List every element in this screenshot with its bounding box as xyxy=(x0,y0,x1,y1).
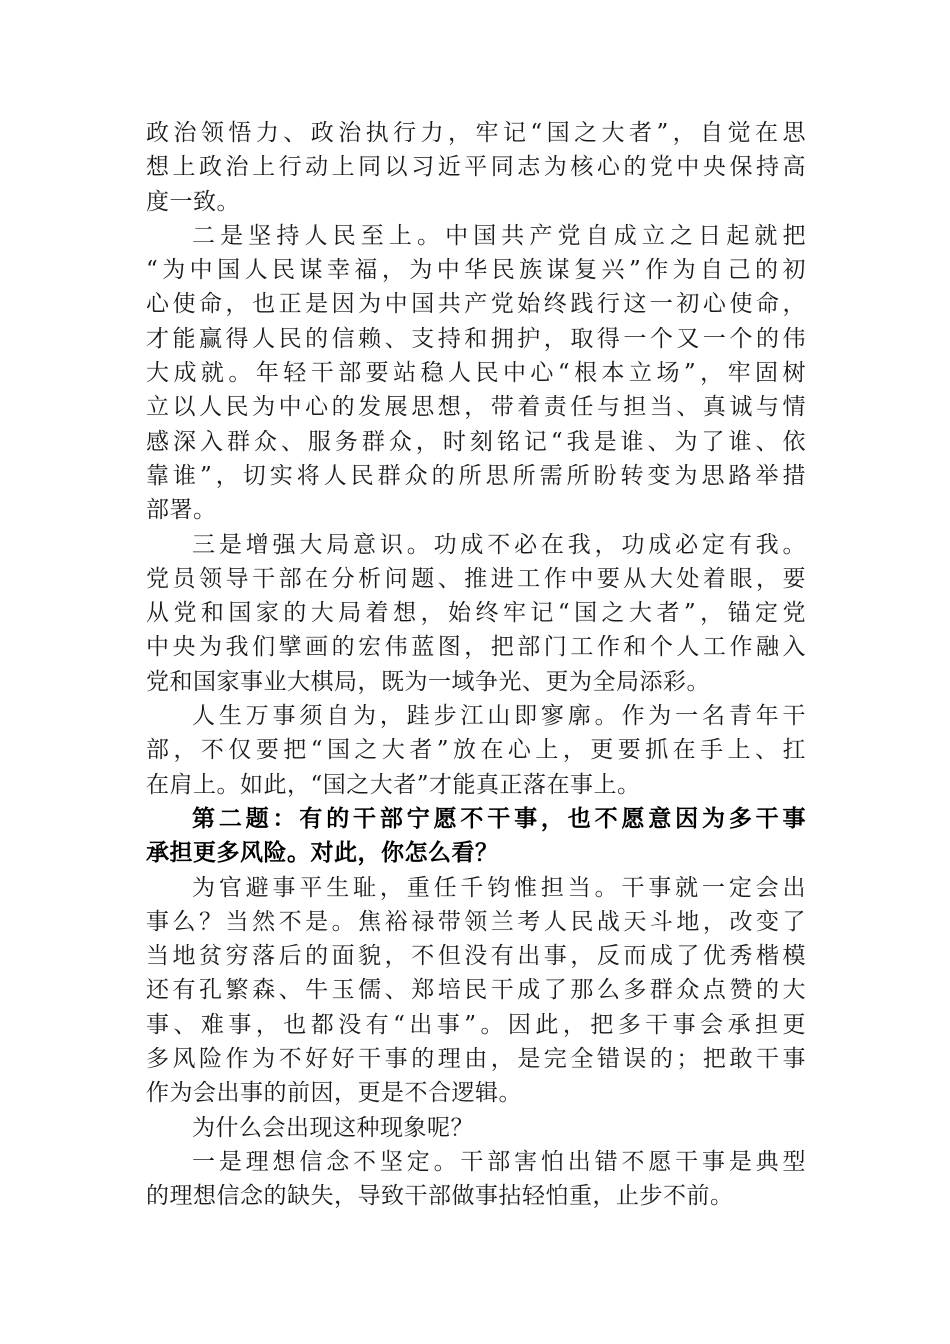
text-line: 为官避事平生耻，重任千钧惟担当。干事就一定会出 xyxy=(192,874,806,901)
question-heading xyxy=(146,802,806,871)
text-line: 立以人民为中心的发展思想，带着责任与担当、真诚与情 xyxy=(146,394,806,421)
paragraph-6 xyxy=(146,871,806,1111)
text-line: “为中国人民谋幸福，为中华民族谋复兴”作为自己的初 xyxy=(146,257,806,284)
text-line: 党和国家事业大棋局，既为一域争光、更为全局添彩。 xyxy=(146,668,710,695)
text-line: 一是理想信念不坚定。干部害怕出错不愿干事是典型 xyxy=(192,1148,806,1175)
paragraph-2 xyxy=(146,219,806,528)
text-line: 在肩上。如此，“国之大者”才能真正落在事上。 xyxy=(146,771,641,798)
text-line: 感深入群众、服务群众，时刻铭记“我是谁、为了谁、依 xyxy=(146,428,806,455)
text-line: 二是坚持人民至上。中国共产党自成立之日起就把 xyxy=(192,222,806,249)
text-line: 为什么会出现这种现象呢？ xyxy=(192,1114,474,1141)
text-line: 人生万事须自为，跬步江山即寥廓。作为一名青年干 xyxy=(192,703,806,730)
text-line: 部，不仅要把“国之大者”放在心上，更要抓在手上、扛 xyxy=(146,737,806,764)
paragraph-3 xyxy=(146,528,806,699)
paragraph-8 xyxy=(146,1145,806,1214)
text-line: 心使命，也正是因为中国共产党始终践行这一初心使命， xyxy=(146,291,806,318)
text-line: 从党和国家的大局着想，始终牢记“国之大者”，锚定党 xyxy=(146,600,806,627)
text-line: 三是增强大局意识。功成不必在我，功成必定有我。 xyxy=(192,531,806,558)
text-line: 事、难事，也都没有“出事”。因此，把多干事会承担更 xyxy=(146,1011,806,1038)
text-line: 的理想信念的缺失，导致干部做事拈轻怕重，止步不前。 xyxy=(146,1183,734,1210)
text-line: 事么？当然不是。焦裕禄带领兰考人民战天斗地，改变了 xyxy=(146,908,806,935)
paragraph-1 xyxy=(146,116,806,219)
text-line: 靠谁”，切实将人民群众的所思所需所盼转变为思路举措 xyxy=(146,462,806,489)
text-line: 当地贫穷落后的面貌，不但没有出事，反而成了优秀楷模 xyxy=(146,943,806,970)
text-line: 还有孔繁森、牛玉儒、郑培民干成了那么多群众点赞的大 xyxy=(146,977,806,1004)
paragraph-7 xyxy=(146,1111,806,1145)
text-line: 党员领导干部在分析问题、推进工作中要从大处着眼，要 xyxy=(146,565,806,592)
text-line: 作为会出事的前因，更是不合逻辑。 xyxy=(146,1080,522,1107)
text-line: 大成就。年轻干部要站稳人民中心“根本立场”，牢固树 xyxy=(146,360,806,387)
text-line: 政治领悟力、政治执行力，牢记“国之大者”，自觉在思 xyxy=(146,120,806,146)
document-page xyxy=(146,116,806,1214)
heading-line: 承担更多风险。对此，你怎么看？ xyxy=(146,840,499,867)
text-line: 才能赢得人民的信赖、支持和拥护，取得一个又一个的伟 xyxy=(146,325,806,352)
paragraph-4 xyxy=(146,699,806,802)
text-line: 度一致。 xyxy=(146,188,240,215)
text-line: 多风险作为不好好干事的理由，是完全错误的；把敢干事 xyxy=(146,1046,806,1073)
text-line: 部署。 xyxy=(146,497,217,524)
text-line: 中央为我们擘画的宏伟蓝图，把部门工作和个人工作融入 xyxy=(146,634,806,661)
heading-line: 第二题：有的干部宁愿不干事，也不愿意因为多干事 xyxy=(192,805,806,832)
text-line: 想上政治上行动上同以习近平同志为核心的党中央保持高 xyxy=(146,154,806,181)
